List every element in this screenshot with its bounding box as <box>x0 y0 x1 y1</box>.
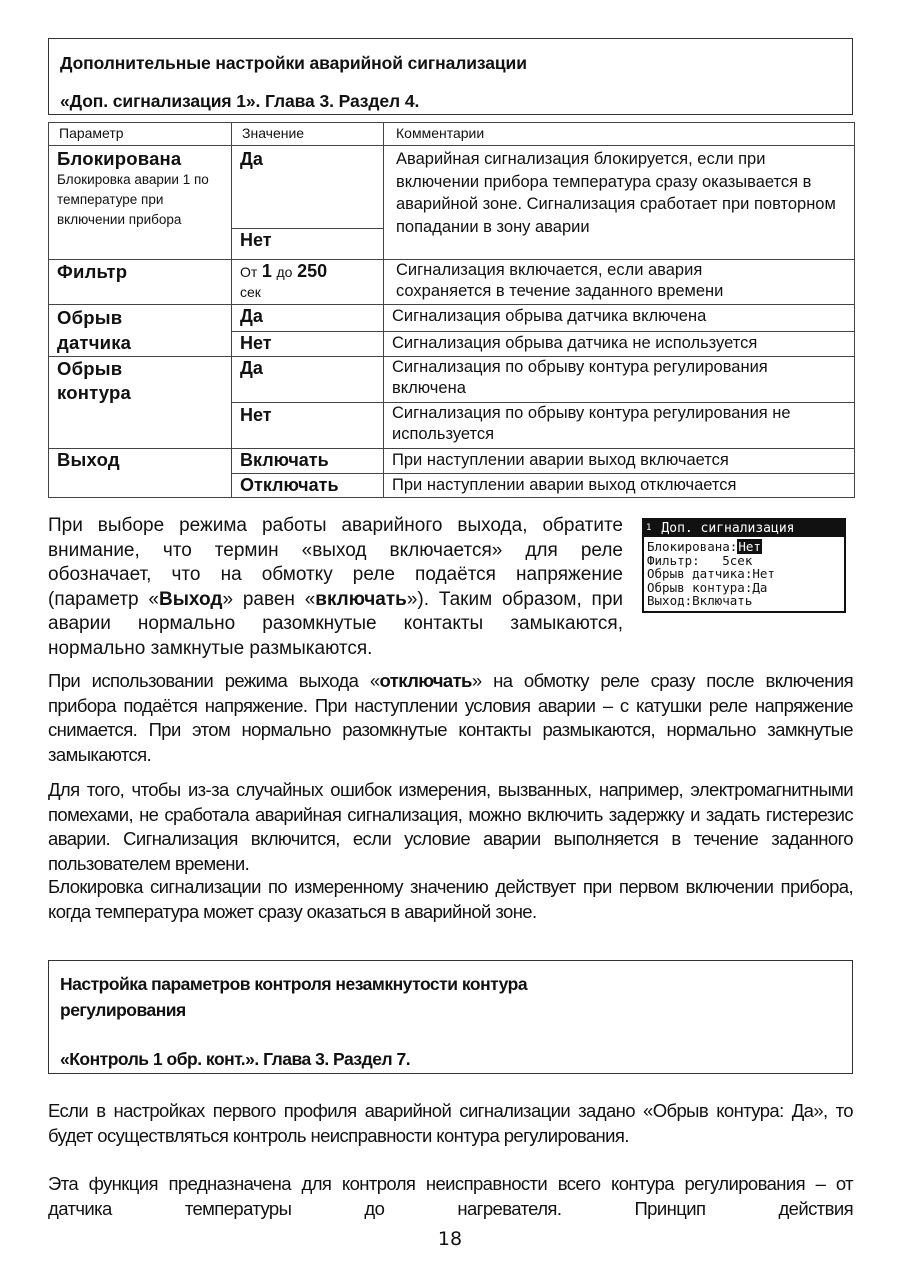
bold-disable: отключать <box>379 670 472 691</box>
param-cell-output <box>49 449 232 498</box>
value-cell <box>232 332 384 357</box>
table-row <box>49 357 855 403</box>
lcd-line-loop: Обрыв контура:Да <box>647 579 768 595</box>
paragraph-function-purpose: Эта функция предназначена для контроля неисправности всего контура регулирования – от датчика температуры до нагревателя. Принцип действия <box>48 1173 853 1219</box>
bold-output: Выход <box>158 588 223 610</box>
header-comment: Комментарии <box>384 123 855 146</box>
paragraph-output-mode <box>48 514 623 661</box>
paragraph-disable-mode <box>48 669 853 767</box>
text: »). Таким образом, при аварии нормально разомкнутые контакты замыкаются, нормально замкнутые размыкаются. <box>48 588 623 659</box>
comment-cell: Сигнализация обрыва датчика не используется <box>384 332 855 357</box>
value-cell <box>232 260 384 305</box>
value-cell <box>232 474 384 498</box>
param-name: Фильтр <box>57 261 128 282</box>
param-name: Блокирована <box>57 148 182 169</box>
bold-enable: включать <box>315 588 407 610</box>
comment-cell: Сигнализация по обрыву контура регулирования включена <box>384 357 855 403</box>
section-title: Дополнительные настройки аварийной сигнализации <box>60 53 527 73</box>
param-cell-sensor-break <box>49 305 232 357</box>
value-cell <box>232 229 384 260</box>
value-to-label: до <box>276 264 293 280</box>
paragraph-delay-hysteresis: Для того, чтобы из-за случайных ошибок измерения, вызванных, например, электромагнитными помехами, не сработала аварийная сигнализация, можно включить задержку и задать гистерезис аварии. Сигнализация включится, если условие аварии выполняется в течение заданного пользователем времени. <box>48 779 853 874</box>
table-row <box>49 305 855 332</box>
value-cell <box>232 403 384 449</box>
value-no: Нет <box>240 405 272 425</box>
section-subtitle: «Контроль 1 обр. конт.». Глава 3. Раздел 7. <box>60 1049 411 1069</box>
header-parameter: Параметр <box>49 123 232 146</box>
lcd-line-blocked <box>644 540 844 554</box>
lcd-label: Блокирована: <box>647 539 738 554</box>
param-name: Обрыв контура <box>57 358 132 403</box>
section-subtitle: «Доп. сигнализация 1». Глава 3. Раздел 4. <box>60 91 420 111</box>
value-no: Нет <box>240 230 272 250</box>
comment-cell: При наступлении аварии выход включается <box>384 449 855 474</box>
param-description: Блокировка аварии 1 по температуре при включении прибора <box>57 172 209 227</box>
value-cell <box>232 305 384 332</box>
parameters-table <box>48 122 855 498</box>
page-number: 18 <box>437 1228 463 1250</box>
value-min: 1 <box>261 261 272 281</box>
value-cell <box>232 449 384 474</box>
param-cell-filter <box>49 260 232 305</box>
lcd-line-sensor: Обрыв датчика:Нет <box>647 566 775 581</box>
value-yes: Да <box>240 358 263 378</box>
param-cell-blocked <box>49 146 232 260</box>
table-row <box>49 449 855 474</box>
text: » на обмотку реле сразу после включения прибора подаётся напряжение. При наступлении условия аварии – с катушки реле напряжение снимается. При этом нормально разомкнутые контакты размыкаются, нормально замкнутые замыкаются. <box>48 670 853 765</box>
param-cell-loop-break <box>49 357 232 449</box>
text: При использовании режима выхода « <box>48 670 380 691</box>
section-title-line1: Настройка параметров контроля незамкнутости контура <box>60 974 528 994</box>
lcd-title-bar <box>644 520 844 537</box>
lcd-display <box>642 518 846 613</box>
header-value: Значение <box>232 123 384 146</box>
text: При выборе режима работы аварийного выхода, обратите внимание, что термин «выход включается» для реле обозначает, что на обмотку реле подаётся напряжение (параметр « <box>48 515 623 610</box>
table-row <box>49 146 855 229</box>
value-unit: сек <box>240 284 261 300</box>
value-cell <box>232 146 384 229</box>
lcd-line-output: Выход:Включать <box>647 593 753 608</box>
comment-cell: Сигнализация включается, если авария сохраняется в течение заданного времени <box>384 260 855 305</box>
paragraph-loop-control: Если в настройках первого профиля аварийной сигнализации задано «Обрыв контура: Да», то будет осуществляться контроль неисправности контура регулирования. <box>48 1100 853 1146</box>
text: » равен « <box>222 588 316 610</box>
paragraph-blocking: Блокировка сигнализации по измеренному значению действует при первом включении прибора, когда температура может сразу оказаться в аварийной зоне. <box>48 876 853 922</box>
param-name: Обрыв датчика <box>57 307 132 353</box>
comment-cell: При наступлении аварии выход отключается <box>384 474 855 498</box>
value-from-label: От <box>240 264 258 280</box>
table-header-row <box>49 123 855 146</box>
value-yes: Да <box>240 149 263 169</box>
table-row <box>49 260 855 305</box>
lcd-selected-value: Нет <box>738 539 761 554</box>
comment-cell: Сигнализация обрыва датчика включена <box>384 305 855 332</box>
comment-cell: Аварийная сигнализация блокируется, если при включении прибора температура сразу оказывается в аварийной зоне. Сигнализация сработает при повторном попадании в зону аварии <box>384 146 855 260</box>
value-off: Отключать <box>240 475 339 495</box>
section-header-loop-control <box>48 960 853 1074</box>
value-yes: Да <box>240 306 263 326</box>
value-cell <box>232 357 384 403</box>
value-on: Включать <box>240 450 329 470</box>
comment-cell: Сигнализация по обрыву контура регулирования не используется <box>384 403 855 449</box>
param-name: Выход <box>57 449 120 470</box>
section-title-line2: регулирования <box>60 1000 186 1020</box>
lcd-index: 1 <box>646 523 652 533</box>
value-no: Нет <box>240 333 272 353</box>
value-max: 250 <box>297 261 328 281</box>
lcd-title: Доп. сигнализация <box>661 521 795 536</box>
section-header-alarm-settings <box>48 38 853 115</box>
lcd-line-filter: Фильтр: 5сек <box>647 552 753 568</box>
